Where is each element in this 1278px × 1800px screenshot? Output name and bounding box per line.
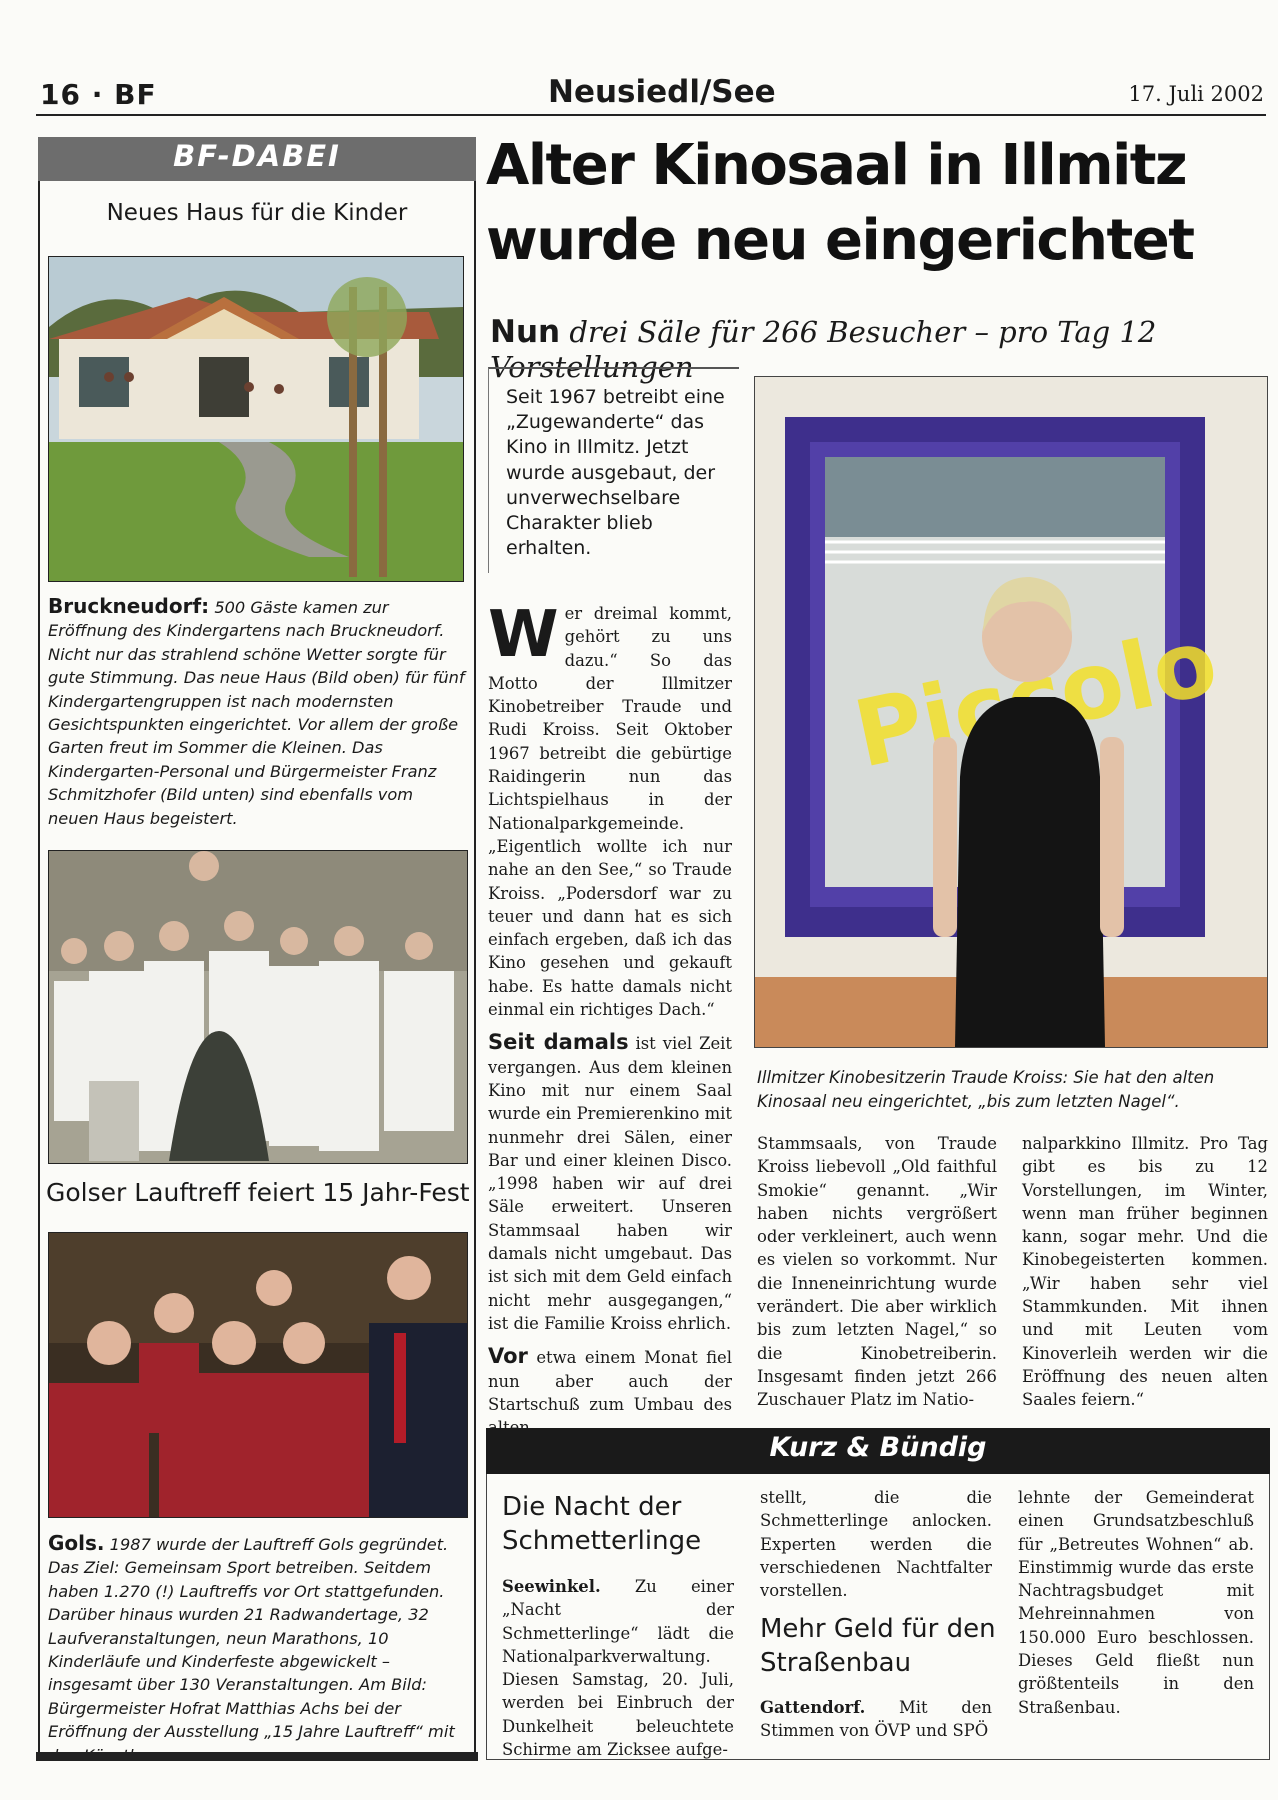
kurz-item2-body: [760, 1696, 992, 1743]
kurz-item1-text: Zu einer „Nacht der Schmetterlinge“ lädt die Nationalparkverwaltung. Diesen Samstag, 20. Juli, werden bei Einbruch der Dunkelheit beleuchtete Schirme am Zicksee aufge-: [502, 1577, 734, 1760]
story2-caption: [48, 1532, 466, 1767]
paragraph-3-text: etwa einem Monat fiel nun aber auch der Startschuß zum Umbau des: [488, 1348, 732, 1414]
main-headline-line1: Alter Kinosaal in Illmitz: [486, 133, 1187, 198]
sidebar-bottom-rule: [36, 1752, 478, 1761]
subhead-lead: Nun: [490, 314, 561, 350]
story1-text: 500 Gäste kamen zur Eröffnung des Kindergartens nach Bruckneudorf. Nicht nur das strahlend schöne Wetter sorgte für gute Stimmung. Das neue Haus (Bild oben) für fünf Kindergartengruppen ist nach modernsten Gesichtspunkten eingerichtet. Vor allem der große Garten freut im Sommer die Kleinen. Das Kindergarten-Personal und Bürgermeister Franz Schmitzhofer (Bild unten) sind ebenfalls vom neuen Haus begeistert.: [48, 598, 465, 828]
sidebar-banner-label: BF-DABEI: [173, 139, 341, 173]
kurz-item1-place: Seewinkel.: [502, 1577, 601, 1596]
lauftreff-photo: [48, 1232, 468, 1518]
page-number: 16 · BF: [40, 78, 157, 111]
kurz-item2-text: Mit den Stimmen von ÖVP und SPÖ: [760, 1698, 992, 1741]
cinema-photo-caption: Illmitzer Kinobesitzerin Traude Kroiss: Sie hat den alten Kinosaal neu eingerichtet, „bis zum letzten Nagel“.: [757, 1068, 1215, 1111]
paragraph-2: [488, 1031, 732, 1335]
story1-headline: Neues Haus für die Kinder: [106, 200, 408, 226]
story1-place: Bruckneudorf:: [48, 594, 210, 618]
kurz-item2-place: Gattendorf.: [760, 1698, 866, 1717]
kurz-banner-label: Kurz & Bündig: [769, 1432, 987, 1463]
kurz-item2-continued: lehnte der Gemeinderat einen Grundsatzbeschluß für „Betreutes Wohnen“ ab. Einstimmig wurde das erste Nachtragsbudget mit Mehreinnahmen von 150.000 Euro beschlossen. Dieses Geld fließt nun größtenteils in den Straßenbau.: [1018, 1488, 1254, 1717]
paragraph-2-lead: Seit damals: [488, 1030, 629, 1055]
paragraph-3-lead: Vor: [488, 1344, 528, 1369]
story1-caption: [48, 595, 466, 830]
subhead-rest: drei Säle für 266 Besucher – pro Tag 12 Vorstellungen: [490, 315, 1157, 384]
paragraph-1: er dreimal kommt, gehört zu uns dazu.“ So das Motto der Illmitzer Kinobetreiber Traude und Rudi Kroiss. Seit Oktober 1967 betreibt die gebürtige Raidingerin nun das Lichtspielhaus in der Nationalparkgemeinde. „Eigentlich wollte ich nur nahe an den See,“ so Traude Kroiss. „Podersdorf war zu teuer und dann hat es sich einfach ergeben, daß ich das Kino gesehen und gekauft habe. Es hatte damals nicht einmal ein richtiges Dach.“: [488, 604, 732, 1020]
kindergarten-photo: [48, 256, 464, 582]
main-headline-line2: wurde neu eingerichtet: [486, 208, 1194, 273]
lead-box-text: Seit 1967 betreibt eine „Zugewanderte“ das Kino in Illmitz. Jetzt wurde ausgebaut, der unverwechselbare Charakter blieb erhalten.: [506, 386, 725, 560]
main-headline: [486, 128, 1270, 278]
section-title: Neusiedl/See: [548, 74, 776, 110]
kurz-item1-body: [502, 1575, 734, 1761]
dropcap-letter: W: [488, 598, 559, 672]
kurz-item1-headline: Die Nacht der Schmetterlinge: [502, 1492, 702, 1556]
article-column-3: nalparkkino Illmitz. Pro Tag gibt es bis zu 12 Vorstellungen, im Winter, wenn man früher beginnen kann, sogar mehr. Und die Kinobegeisterten kommen. „Wir haben sehr viel Stammkunden. Mit ihnen und mit Leuten vom Kinoverleih werden wir die Eröffnung des neuen alten Saales feiern.“: [1022, 1134, 1268, 1410]
kurz-item2-headline: Mehr Geld für den Straßenbau: [760, 1614, 996, 1678]
story2-headline: Golser Lauftreff feiert 15 Jahr-Fest: [46, 1178, 470, 1207]
paragraph-2-text: ist viel Zeit vergangen. Aus dem kleinen Kino mit nur einem Saal wurde ein Premierenkino mit nunmehr drei Sälen, einer Bar und einer kleinen Disco. „1998 haben wir auf drei Säle erweitert. Unseren Stammsaal haben wir damals nicht umgebaut. Das ist sich mit dem Geld einfach nicht mehr ausgegangen,“ ist die Familie Kroiss ehrlich.: [488, 1034, 732, 1333]
article-column-2: Stammsaals, von Traude Kroiss liebevoll „Old faithful Smokie“ genannt. „Wir haben nichts vergrößert oder verkleinert, auch wenn es vielen so vorkommt. Nur die Inneneinrichtung wurde verändert. Die aber wirklich bis zum letzten Nagel,“ so die Kinobetreiberin. Insgesamt finden jetzt 266 Zuschauer Platz im Natio-: [757, 1134, 997, 1410]
header-rule: [36, 114, 1266, 116]
story2-place: Gols.: [48, 1531, 105, 1555]
cinema-owner-photo: [754, 376, 1268, 1048]
issue-date: 17. Juli 2002: [1128, 82, 1264, 106]
kurz-item1-continued: stellt, die die Schmetterlinge anlocken. Experten werden die verschiedenen Nachtfalter vorstellen.: [760, 1488, 992, 1601]
story2-text: 1987 wurde der Lauftreff Gols gegründet. Das Ziel: Gemeinsam Sport betreiben. Seitdem haben 1.270 (!) Lauftreffs vor Ort stattgefunden. Darüber hinaus wurden 21 Radwandertage, 32 Laufveranstaltungen, neun Marathons, 10 Kinderläufe und Kinderfeste abgewickelt – insgesamt über 130 Veranstaltungen. Am Bild: Bürgermeister Hofrat Matthias Achs bei der Eröffnung der Ausstellung „15 Jahre Lauftreff“ mit: [48, 1535, 455, 1742]
paragraph-3: [488, 1345, 732, 1439]
article-column-1: [488, 598, 732, 1439]
kindergarten-staff-photo: [48, 850, 468, 1164]
